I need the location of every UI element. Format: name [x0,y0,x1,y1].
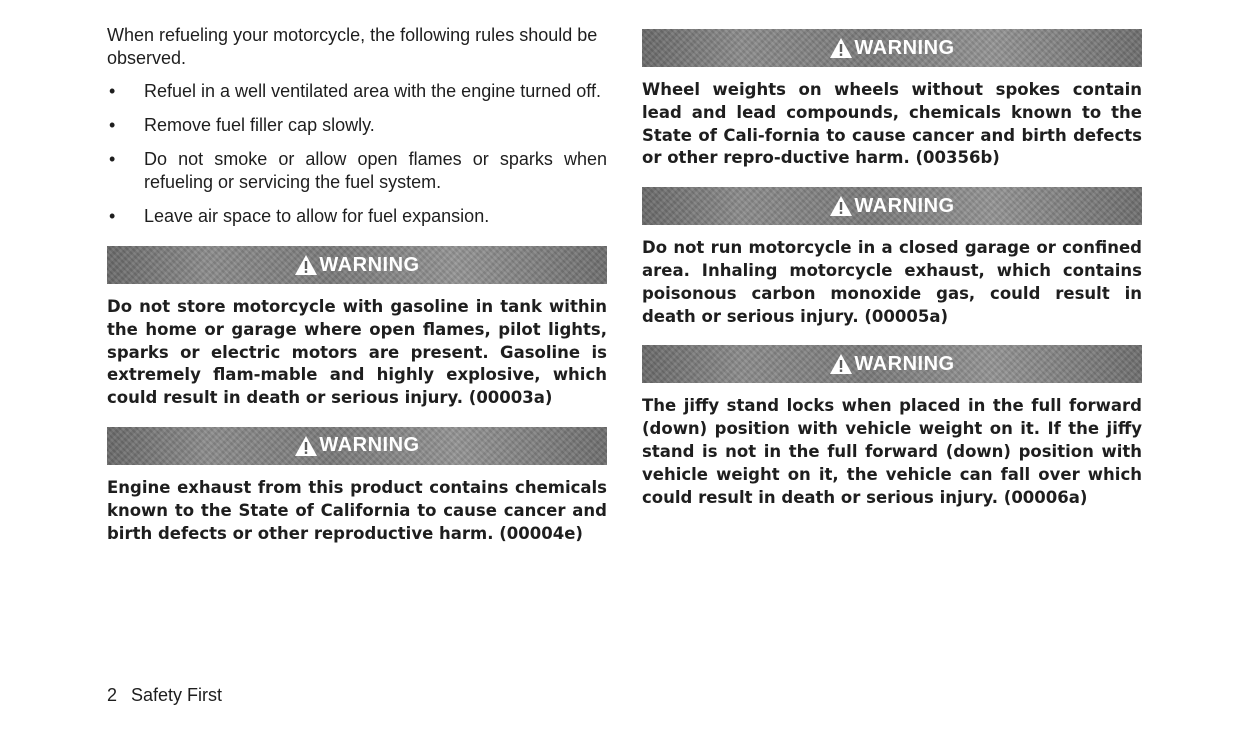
list-item: • Do not smoke or allow open flames or sparks when refueling or servicing the fuel system. [109,149,607,192]
refuel-rules-list [107,80,607,228]
warning-block [642,29,1142,170]
bullet-icon: • [109,206,116,226]
warning-text: Do not store motorcycle with gasoline in tank within the home or garage where open flames, pilot lights, sparks or electric motors are present. Gasoline is extremely flam-mable and highly explosive, which could result in death or serious injury. (00003a) [107,297,607,408]
page-number: 2 [107,685,118,705]
warning-label: WARNING [854,352,955,375]
warning-banner [642,29,1142,67]
warning-label: WARNING [319,434,420,457]
bullet-icon: • [109,81,116,101]
list-item: • Leave air space to allow for fuel expansion. [109,206,490,226]
list-item: • Refuel in a well ventilated area with the engine turned off. [109,81,601,101]
warning-block [107,246,607,410]
warning-label: WARNING [854,194,955,217]
warning-triangle-icon [829,353,853,375]
warning-text: Engine exhaust from this product contains chemicals known to the State of California to cause cancer and birth defects or other reproductive harm. (00004e) [107,477,607,543]
right-column [642,29,1142,526]
warning-label: WARNING [319,253,420,276]
warning-triangle-icon [829,195,853,217]
bullet-icon: • [109,115,116,135]
warning-triangle-icon [294,254,318,276]
warning-text: Wheel weights on wheels without spokes contain lead and lead compounds, chemicals known to the State of Cali-fornia to cause cancer and birth defects or other repro-ductive harm. (00356b) [642,80,1142,168]
warning-banner [642,187,1142,225]
warning-triangle-icon [294,435,318,457]
list-item: • Remove fuel filler cap slowly. [109,115,375,135]
warning-banner [107,246,607,284]
warning-banner [107,427,607,465]
warning-text: Do not run motorcycle in a closed garage or confined area. Inhaling motorcycle exhaust, which contains poisonous carbon monoxide gas, could result in death or serious injury. (00005a) [642,238,1142,326]
bullet-icon: • [109,149,116,169]
left-column [107,24,607,562]
warning-label: WARNING [854,36,955,59]
warning-block [642,187,1142,328]
warning-block [107,427,607,545]
section-title: Safety First [131,685,223,705]
page-footer [107,684,222,707]
warning-triangle-icon [829,37,853,59]
warning-block [642,345,1142,509]
warning-banner [642,345,1142,383]
intro-paragraph: When refueling your motorcycle, the following rules should be observed. [107,25,598,68]
warning-text: The jiffy stand locks when placed in the full forward (down) position with vehicle weight on it. If the jiffy stand is not in the full forward (down) position with vehicle weight on it, the vehicle can fall over which could result in death or serious injury. (00006a) [642,396,1142,507]
